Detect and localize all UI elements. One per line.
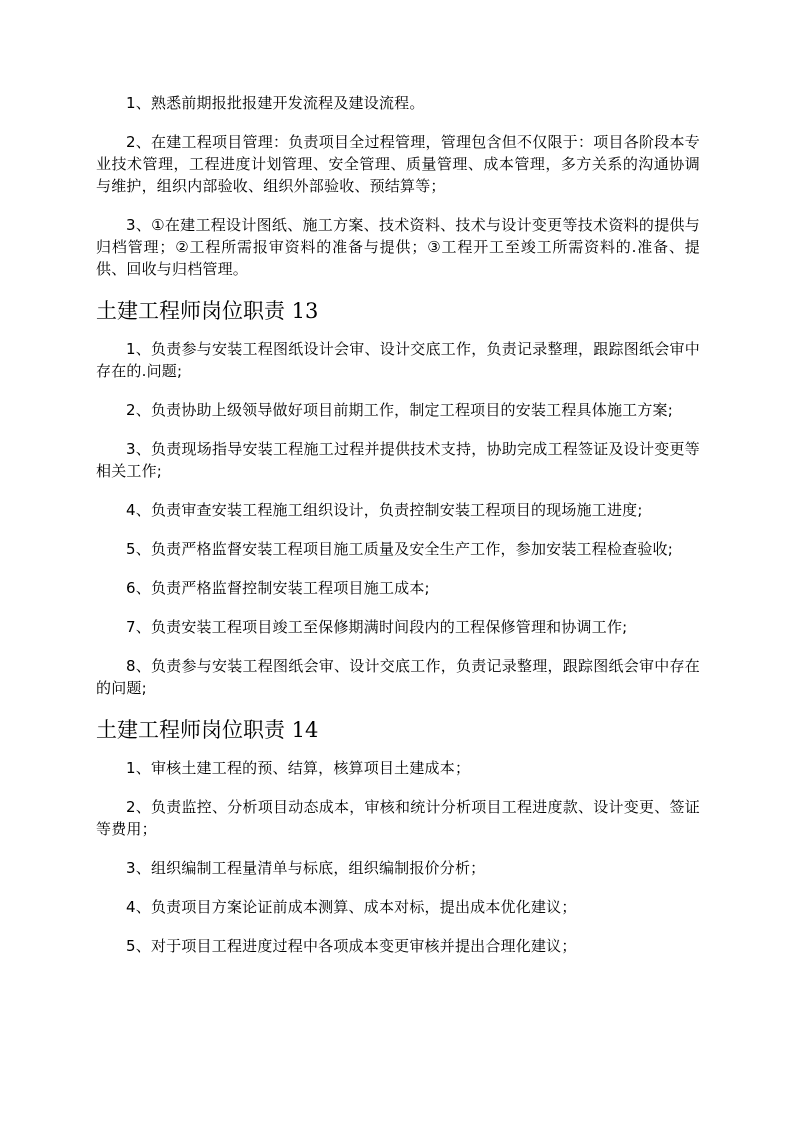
paragraph-14-3: 3、组织编制工程量清单与标底，组织编制报价分析； xyxy=(126,859,486,877)
paragraph-13-1: 1、负责参与安装工程图纸设计会审、设计交底工作，负责记录整理，跟踪图纸会审中存在的.问题; xyxy=(96,340,700,380)
paragraph-14-5: 5、对于项目工程进度过程中各项成本变更审核并提出合理化建议； xyxy=(126,937,577,955)
paragraph-13-5: 5、负责严格监督安装工程项目施工质量及安全生产工作，参加安装工程检查验收; xyxy=(126,540,674,558)
paragraph-14-1: 1、审核土建工程的预、结算，核算项目土建成本； xyxy=(126,759,471,777)
paragraph-12-1: 1、熟悉前期报批报建开发流程及建设流程。 xyxy=(126,94,425,112)
paragraph-13-2: 2、负责协助上级领导做好项目前期工作，制定工程项目的安装工程具体施工方案; xyxy=(126,401,674,419)
paragraph-13-6: 6、负责严格监督控制安装工程项目施工成本; xyxy=(126,579,430,597)
paragraph-13-8: 8、负责参与安装工程图纸会审、设计交底工作，负责记录整理，跟踪图纸会审中存在的问题; xyxy=(96,657,700,697)
paragraph-13-7: 7、负责安装工程项目竣工至保修期满时间段内的工程保修管理和协调工作; xyxy=(126,618,628,636)
paragraph-12-2: 2、在建工程项目管理：负责项目全过程管理，管理包含但不仅限于：项目各阶段本专业技术管理，工程进度计划管理、安全管理、质量管理、成本管理，多方关系的沟通协调与维护，组织内部验收、组织外部验收、预结算等； xyxy=(96,133,700,195)
section-13-title: 土建工程师岗位职责 13 xyxy=(96,299,319,323)
paragraph-13-4: 4、负责审查安装工程施工组织设计，负责控制安装工程项目的现场施工进度; xyxy=(126,501,643,519)
paragraph-12-3: 3、①在建工程设计图纸、施工方案、技术资料、技术与设计变更等技术资料的提供与归档管理；②工程所需报审资料的准备与提供；③工程开工至竣工所需资料的.准备、提供、回收与归档管理。 xyxy=(96,216,700,278)
paragraph-14-2: 2、负责监控、分析项目动态成本，审核和统计分析项目工程进度款、设计变更、签证等费用； xyxy=(96,798,700,838)
paragraph-13-3: 3、负责现场指导安装工程施工过程并提供技术支持，协助完成工程签证及设计变更等相关工作; xyxy=(96,440,700,480)
section-14-title: 土建工程师岗位职责 14 xyxy=(96,718,319,742)
document-body xyxy=(96,92,700,974)
paragraph-14-4: 4、负责项目方案论证前成本测算、成本对标，提出成本优化建议； xyxy=(126,898,577,916)
